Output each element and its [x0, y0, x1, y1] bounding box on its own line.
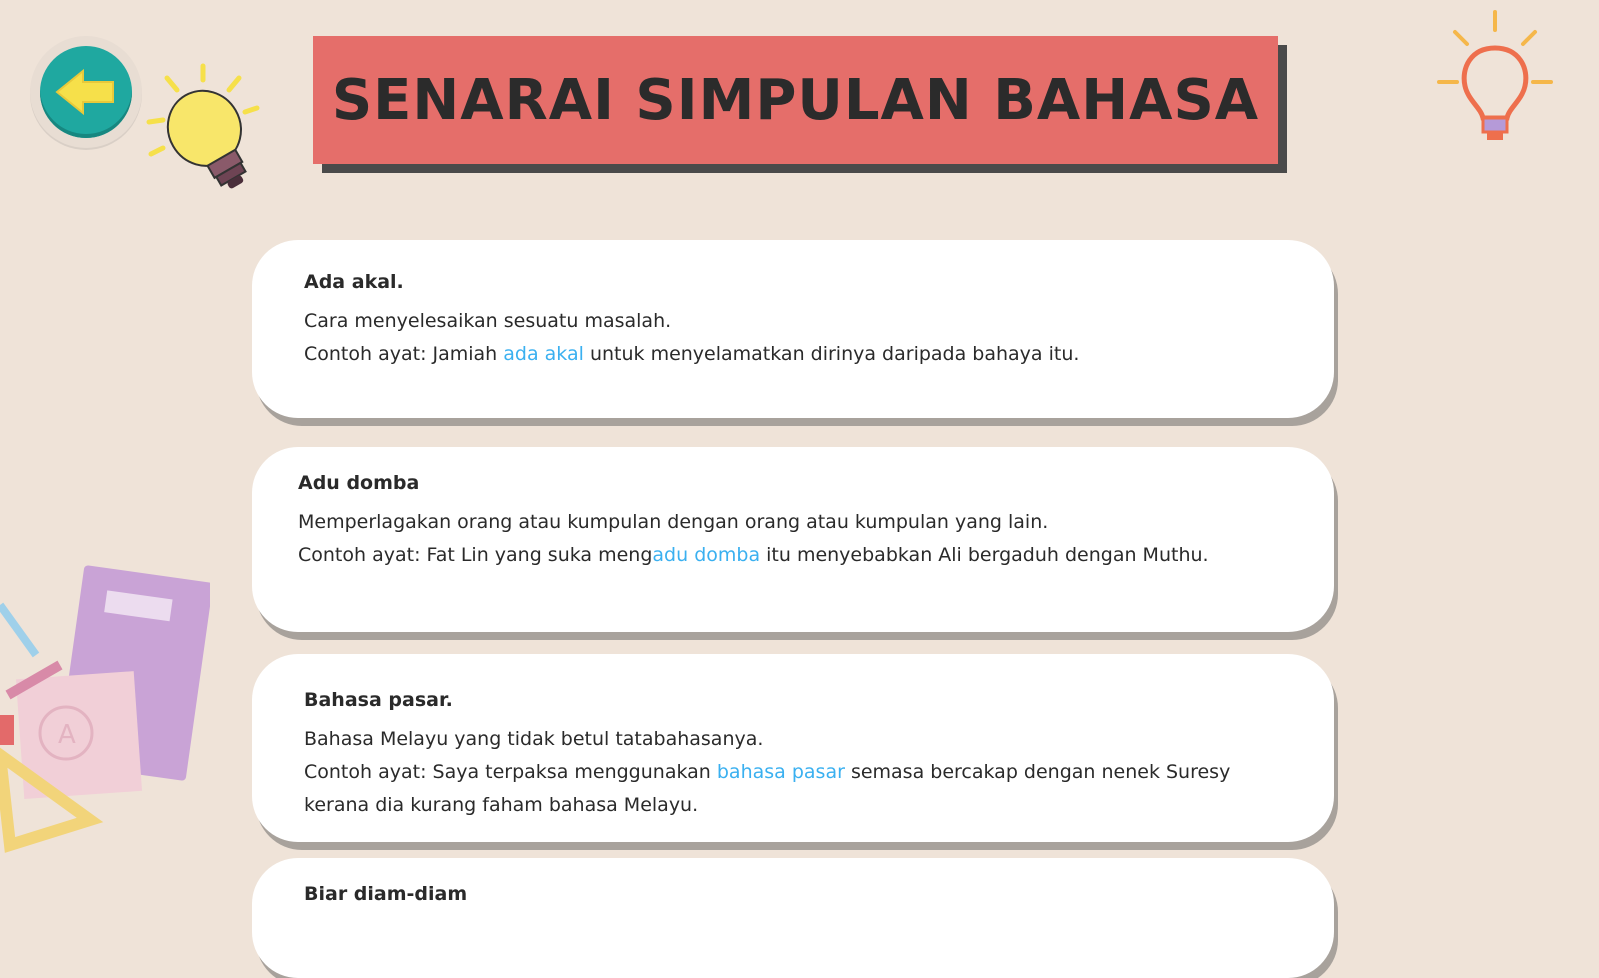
idiom-card [252, 858, 1334, 978]
page-title-banner [313, 36, 1278, 164]
example-text: semasa bercakap dengan nenek Suresy kerana dia kurang faham bahasa Melayu. [304, 761, 1231, 816]
lightbulb-icon [145, 62, 275, 202]
idiom-term: Adu domba [298, 472, 420, 494]
idiom-card [252, 654, 1334, 842]
idiom-example [298, 539, 1294, 572]
example-text: Contoh ayat: Fat Lin yang suka meng [298, 544, 653, 566]
idiom-definition: Bahasa Melayu yang tidak betul tatabahasanya. [304, 728, 764, 750]
idiom-card [252, 447, 1334, 632]
example-highlight: adu domba [652, 544, 761, 566]
example-highlight: bahasa pasar [716, 761, 845, 783]
idiom-example [304, 756, 1294, 822]
example-text: Contoh ayat: Saya terpaksa menggunakan [304, 761, 717, 783]
idiom-example [304, 338, 1294, 371]
page-title: SENARAI SIMPULAN BAHASA [331, 67, 1260, 133]
example-text: itu menyebabkan Ali bergaduh dengan Muthu. [760, 544, 1209, 566]
idiom-definition: Cara menyelesaikan sesuatu masalah. [304, 310, 672, 332]
idiom-term: Biar diam-diam [304, 883, 468, 905]
lightbulb-outline-icon [1435, 8, 1555, 148]
idiom-term: Ada akal. [304, 271, 404, 293]
back-button[interactable] [30, 36, 142, 148]
idiom-card [252, 240, 1334, 418]
example-text: Contoh ayat: Jamiah [304, 343, 504, 365]
back-button-face[interactable] [40, 46, 132, 138]
idiom-definition: Memperlagakan orang atau kumpulan dengan orang atau kumpulan yang lain. [298, 511, 1049, 533]
stationery-illustration [0, 565, 210, 855]
example-text: untuk menyelamatkan dirinya daripada bahaya itu. [583, 343, 1080, 365]
arrow-left-icon [53, 67, 119, 117]
svg-text:A: A [58, 720, 76, 750]
idiom-term: Bahasa pasar. [304, 689, 453, 711]
example-highlight: ada akal [503, 343, 584, 365]
